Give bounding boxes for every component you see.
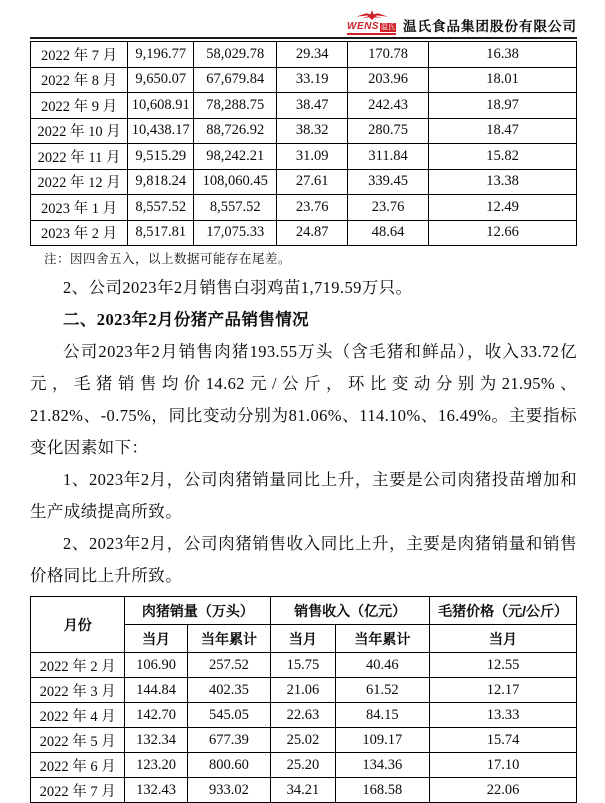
company-name: 温氏食品集团股份有限公司 bbox=[403, 18, 577, 34]
price-cell: 15.82 bbox=[429, 144, 577, 170]
month-cell: 2022 年 12 月 bbox=[31, 169, 128, 195]
revenue-ytd-cell: 109.17 bbox=[335, 728, 429, 753]
price-cell: 17.10 bbox=[430, 753, 577, 778]
revenue-month-cell: 34.21 bbox=[271, 778, 335, 803]
price-cell: 12.49 bbox=[429, 195, 577, 221]
header-volume-month: 当月 bbox=[125, 625, 187, 653]
revenue-ytd-cell: 84.15 bbox=[335, 703, 429, 728]
price-cell: 13.38 bbox=[429, 169, 577, 195]
revenue-month-cell: 25.02 bbox=[271, 728, 335, 753]
revenue-ytd-cell: 168.58 bbox=[335, 778, 429, 803]
volume-month-cell: 8,557.52 bbox=[128, 195, 194, 221]
volume-month-cell: 10,608.91 bbox=[128, 93, 194, 119]
header-divider bbox=[30, 37, 577, 39]
header-revenue-month: 当月 bbox=[271, 625, 335, 653]
volume-ytd-cell: 933.02 bbox=[187, 778, 271, 803]
price-cell: 12.55 bbox=[430, 653, 577, 678]
month-cell: 2022 年 3 月 bbox=[31, 678, 125, 703]
revenue-month-cell: 15.75 bbox=[271, 653, 335, 678]
volume-ytd-cell: 58,029.78 bbox=[194, 42, 277, 68]
month-cell: 2022 年 4 月 bbox=[31, 703, 125, 728]
month-cell: 2022 年 7 月 bbox=[31, 42, 128, 68]
volume-month-cell: 10,438.17 bbox=[128, 118, 194, 144]
volume-month-cell: 8,517.81 bbox=[128, 220, 194, 246]
revenue-month-cell: 29.34 bbox=[277, 42, 348, 68]
chicken-table-body bbox=[31, 42, 577, 246]
table-row bbox=[31, 728, 577, 753]
volume-ytd-cell: 677.39 bbox=[187, 728, 271, 753]
header-revenue-group: 销售收入（亿元） bbox=[271, 597, 430, 625]
logo-text bbox=[347, 22, 396, 32]
volume-month-cell: 123.20 bbox=[125, 753, 187, 778]
header-price-month: 当月 bbox=[430, 625, 577, 653]
price-cell: 22.06 bbox=[430, 778, 577, 803]
revenue-ytd-cell: 48.64 bbox=[348, 220, 429, 246]
revenue-ytd-cell: 40.46 bbox=[335, 653, 429, 678]
volume-month-cell: 144.84 bbox=[125, 678, 187, 703]
month-cell: 2022 年 7 月 bbox=[31, 778, 125, 803]
price-cell: 15.74 bbox=[430, 728, 577, 753]
table-row bbox=[31, 678, 577, 703]
revenue-month-cell: 27.61 bbox=[277, 169, 348, 195]
month-cell: 2022 年 11 月 bbox=[31, 144, 128, 170]
price-cell: 12.17 bbox=[430, 678, 577, 703]
price-cell: 16.38 bbox=[429, 42, 577, 68]
logo-wenshi-badge: 温氏 bbox=[381, 23, 395, 31]
header-month: 月份 bbox=[31, 597, 125, 653]
month-cell: 2022 年 5 月 bbox=[31, 728, 125, 753]
document-header bbox=[30, 4, 577, 35]
revenue-ytd-cell: 311.84 bbox=[348, 144, 429, 170]
revenue-month-cell: 38.32 bbox=[277, 118, 348, 144]
revenue-ytd-cell: 242.43 bbox=[348, 93, 429, 119]
volume-month-cell: 132.43 bbox=[125, 778, 187, 803]
table-row bbox=[31, 93, 577, 119]
revenue-month-cell: 25.20 bbox=[271, 753, 335, 778]
volume-ytd-cell: 800.60 bbox=[187, 753, 271, 778]
table-note: 注：因四舍五入，以上数据可能存在尾差。 bbox=[44, 252, 292, 266]
month-cell: 2022 年 8 月 bbox=[31, 67, 128, 93]
table-row bbox=[31, 778, 577, 803]
volume-ytd-cell: 108,060.45 bbox=[194, 169, 277, 195]
month-cell: 2022 年 6 月 bbox=[31, 753, 125, 778]
volume-month-cell: 9,196.77 bbox=[128, 42, 194, 68]
price-cell: 18.01 bbox=[429, 67, 577, 93]
table-row bbox=[31, 753, 577, 778]
volume-month-cell: 142.70 bbox=[125, 703, 187, 728]
revenue-ytd-cell: 61.52 bbox=[335, 678, 429, 703]
header-price-group: 毛猪价格（元/公斤） bbox=[430, 597, 577, 625]
table-row bbox=[31, 42, 577, 68]
volume-ytd-cell: 88,726.92 bbox=[194, 118, 277, 144]
month-cell: 2022 年 10 月 bbox=[31, 118, 128, 144]
table-row bbox=[31, 118, 577, 144]
volume-ytd-cell: 8,557.52 bbox=[194, 195, 277, 221]
revenue-ytd-cell: 134.36 bbox=[335, 753, 429, 778]
revenue-month-cell: 21.06 bbox=[271, 678, 335, 703]
revenue-month-cell: 23.76 bbox=[277, 195, 348, 221]
header-volume-group: 肉猪销量（万头） bbox=[125, 597, 271, 625]
volume-month-cell: 106.90 bbox=[125, 653, 187, 678]
volume-ytd-cell: 78,288.75 bbox=[194, 93, 277, 119]
month-cell: 2022 年 9 月 bbox=[31, 93, 128, 119]
company-logo bbox=[347, 9, 396, 35]
month-cell: 2023 年 2 月 bbox=[31, 220, 128, 246]
table-row bbox=[31, 703, 577, 728]
volume-month-cell: 9,818.24 bbox=[128, 169, 194, 195]
volume-ytd-cell: 545.05 bbox=[187, 703, 271, 728]
pig-table-header bbox=[31, 597, 577, 653]
revenue-month-cell: 22.63 bbox=[271, 703, 335, 728]
price-cell: 18.97 bbox=[429, 93, 577, 119]
price-cell: 18.47 bbox=[429, 118, 577, 144]
table-row bbox=[31, 67, 577, 93]
revenue-ytd-cell: 203.96 bbox=[348, 67, 429, 93]
paragraph-factor-1: 1、2023年2月，公司肉猪销量同比上升，主要是公司肉猪投苗增加和生产成绩提高所致。 bbox=[30, 470, 577, 521]
revenue-month-cell: 31.09 bbox=[277, 144, 348, 170]
revenue-ytd-cell: 23.76 bbox=[348, 195, 429, 221]
month-cell: 2023 年 1 月 bbox=[31, 195, 128, 221]
pig-table-body bbox=[31, 653, 577, 803]
table-row bbox=[31, 144, 577, 170]
volume-month-cell: 9,650.07 bbox=[128, 67, 194, 93]
revenue-month-cell: 24.87 bbox=[277, 220, 348, 246]
revenue-ytd-cell: 280.75 bbox=[348, 118, 429, 144]
pig-table-header-row-1 bbox=[31, 597, 577, 625]
table-row bbox=[31, 653, 577, 678]
table-row bbox=[31, 220, 577, 246]
revenue-month-cell: 33.19 bbox=[277, 67, 348, 93]
volume-ytd-cell: 402.35 bbox=[187, 678, 271, 703]
paragraph-chick-sales: 2、公司2023年2月销售白羽鸡苗1,719.59万只。 bbox=[63, 278, 413, 297]
table-row bbox=[31, 195, 577, 221]
volume-ytd-cell: 67,679.84 bbox=[194, 67, 277, 93]
price-cell: 13.33 bbox=[430, 703, 577, 728]
volume-month-cell: 9,515.29 bbox=[128, 144, 194, 170]
revenue-month-cell: 38.47 bbox=[277, 93, 348, 119]
paragraph-pig-summary: 公司2023年2月销售肉猪193.55万头（含毛猪和鲜品），收入33.72亿元，毛猪销售均价14.62元/公斤，环比变动分别为21.95%、21.82%、-0.75%，同比变动分别为81.06%、114.10%、16.49%。主要指标变化因素如下： bbox=[30, 342, 577, 457]
month-cell: 2022 年 2 月 bbox=[31, 653, 125, 678]
logo-wens-text: WENS bbox=[347, 21, 379, 32]
pig-sales-table bbox=[30, 596, 577, 803]
table-row bbox=[31, 169, 577, 195]
volume-ytd-cell: 98,242.21 bbox=[194, 144, 277, 170]
volume-ytd-cell: 257.52 bbox=[187, 653, 271, 678]
price-cell: 12.66 bbox=[429, 220, 577, 246]
header-volume-ytd: 当年累计 bbox=[187, 625, 271, 653]
revenue-ytd-cell: 339.45 bbox=[348, 169, 429, 195]
section-title-pig-sales: 二、2023年2月份猪产品销售情况 bbox=[63, 310, 310, 329]
header-revenue-ytd: 当年累计 bbox=[335, 625, 429, 653]
paragraph-factor-2: 2、2023年2月，公司肉猪销售收入同比上升，主要是肉猪销量和销售价格同比上升所致。 bbox=[30, 534, 577, 585]
volume-month-cell: 132.34 bbox=[125, 728, 187, 753]
revenue-ytd-cell: 170.78 bbox=[348, 42, 429, 68]
chicken-sales-table bbox=[30, 41, 577, 246]
volume-ytd-cell: 17,075.33 bbox=[194, 220, 277, 246]
